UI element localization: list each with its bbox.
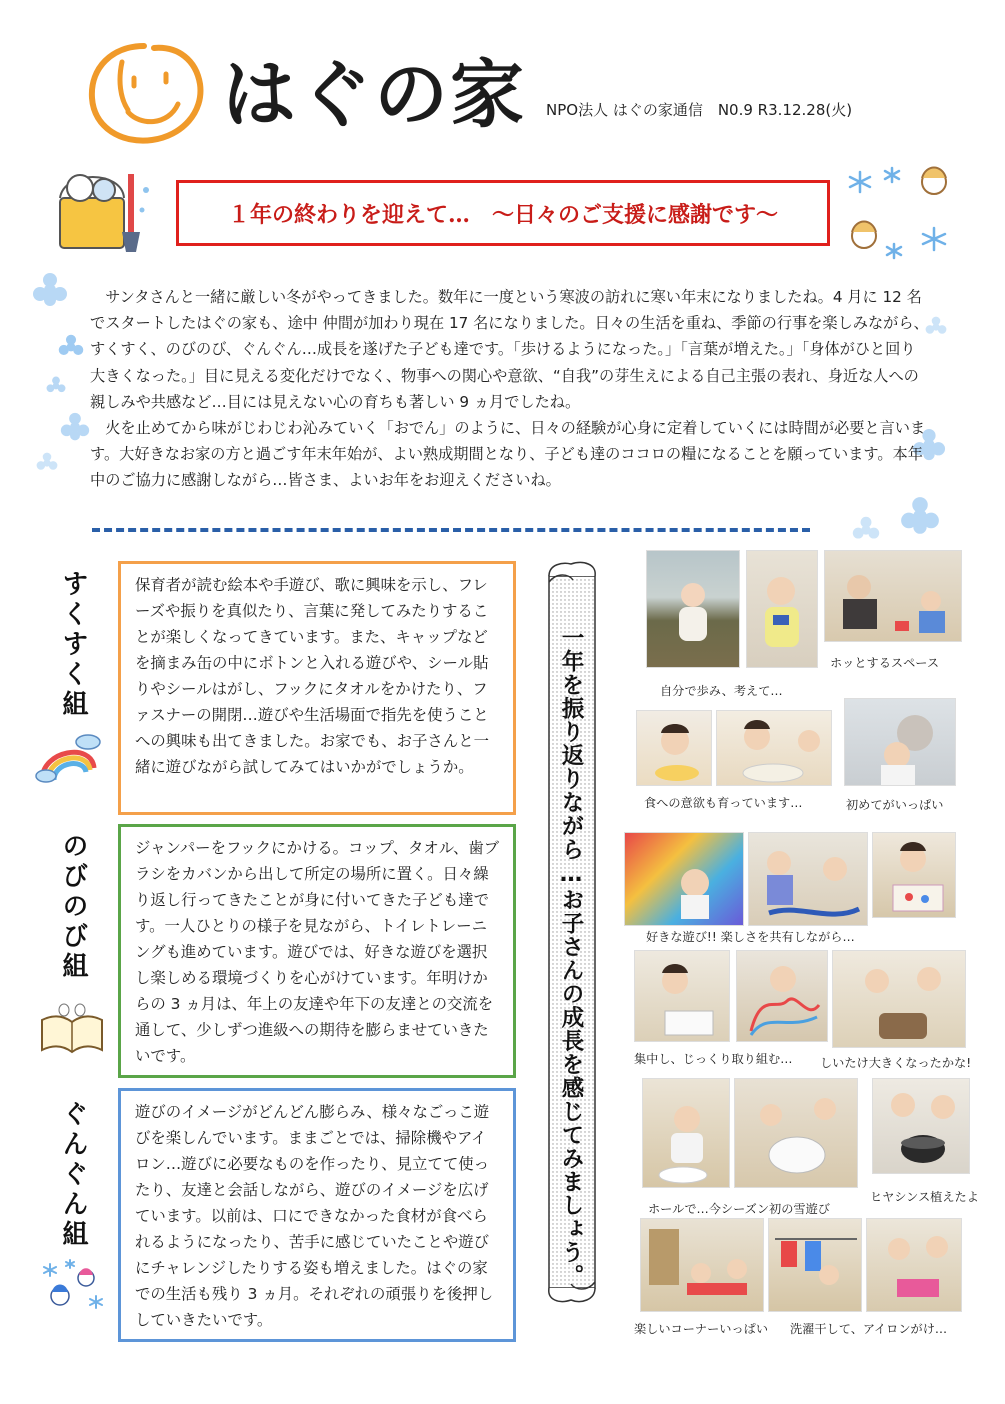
photo-ironing <box>866 1218 962 1312</box>
photo-walking <box>646 550 740 668</box>
snowflake-icon <box>60 412 90 442</box>
photo-bead-maze <box>736 950 828 1042</box>
photo-caption-3: 食への意欲も育っています… <box>644 796 803 810</box>
photo-shiitake <box>832 950 966 1048</box>
group-text-gungun: 遊びのイメージがどんどん膨らみ、様々なごっこ遊びを楽しんでいます。ままごとでは、掃除機やアイロン…遊びに必要なものを作ったり、見立てて使ったり、友達と会話しながら、遊びのイメージを広げています。以前は、口にできなかった食材が食べられるようになったり、苦手に感じていたことや遊びにチャレンジしたりする姿も増えました。はぐの家での生活も残り 3 ヵ月。それぞれの頑張りを後押ししていきたいです。 <box>135 1103 494 1329</box>
photo-eating-2 <box>716 710 832 786</box>
snow-kids-icon <box>838 158 958 270</box>
group-text-sukusuku: 保育者が読む絵本や手遊び、歌に興味を示し、フレーズや振りを真似たり、言葉に発してみたりすることが楽しくなってきています。また、キャップなどを摘まみ缶の中にボトンと入れる遊びや、シール貼りやシールはがし、フックにタオルをかけたり、ファスナーの開閉…遊びや生活場面で指先を使うことへの興味も出てきました。お家でも、お子さんと一緒に遊びながら試してみてはいかがでしょうか。 <box>135 576 489 776</box>
photo-eating-1 <box>636 710 712 786</box>
photo-snow-1 <box>642 1078 730 1188</box>
group-label-sukusuku: すくすく組 <box>58 570 88 720</box>
logo-icon <box>82 38 212 148</box>
photo-space <box>824 550 962 642</box>
group-label-nobinobi: のびのび組 <box>58 832 88 982</box>
snow-children-icon <box>40 1256 108 1322</box>
photo-tunnel <box>624 832 744 926</box>
title-box <box>176 180 830 246</box>
page-title: １年の終わりを迎えて… ～日々のご支援に感謝です～ <box>227 201 778 228</box>
photo-snow-2 <box>734 1078 858 1188</box>
section-divider <box>92 528 810 532</box>
photo-caption-10: 楽しいコーナーいっぱい <box>634 1322 769 1336</box>
snowflake-icon <box>852 516 880 544</box>
photo-caption-1: 自分で歩み、考えて… <box>660 684 783 698</box>
photo-caption-5: 好きな遊び!! 楽しさを共有しながら… <box>646 930 855 944</box>
intro-paragraph-2: 火を止めてから味がじわじわ沁みていく「おでん」のように、日々の経験が心身に定着していくには時間が必要と言います。大好きなお家の方と過ごす年末年始が、よい熟成期間となり、子ども達のココロの糧になることを願っています。本年中のご協力に感謝しながら…皆さま、よいお年をお迎えくださいね。 <box>90 419 926 490</box>
issue-line: NPO法人 はぐの家通信 N0.9 R3.12.28(火) <box>546 101 853 119</box>
photo-caption-11: 洗濯干して、アイロンがけ… <box>790 1322 948 1336</box>
photo-laundry <box>768 1218 862 1312</box>
snowflake-icon <box>36 452 58 474</box>
photo-caption-6: 集中し、じっくり取り組む… <box>634 1052 793 1066</box>
photo-caption-8: ホールで…今シーズン初の雪遊び <box>648 1202 830 1216</box>
photo-hyacinth <box>872 1078 970 1174</box>
photo-caption-9: ヒヤシンス植えたよ <box>870 1190 979 1204</box>
open-book-icon <box>38 998 106 1056</box>
snowflake-icon <box>58 334 84 360</box>
photo-concentrate <box>634 950 730 1042</box>
photo-corner <box>640 1218 764 1312</box>
intro-text <box>90 284 930 494</box>
group-text-nobinobi: ジャンパーをフックにかける。コップ、タオル、歯ブラシをカバンから出して所定の場所に置く。日々繰り返し行ってきたことが身に付いてきた子ども達です。一人ひとりの様子を見ながら、トイレトレーニングも進めています。遊びでは、好きな遊びを選択し楽しめる環境づくりを心がけています。年明けからの 3 ヵ月は、年上の友達や年下の友達との交流を通して、少しずつ進級への期待を膨らませていきたいです。 <box>135 839 500 1065</box>
snowflake-icon <box>46 376 66 396</box>
photo-first-time <box>844 698 956 786</box>
logo-text: はぐの家 <box>222 52 526 138</box>
snowflake-icon <box>900 496 940 536</box>
photo-caption-2: ホッとするスペース <box>830 656 940 670</box>
snow-bucket-icon <box>46 160 156 260</box>
snowflake-icon <box>32 272 68 308</box>
photo-caption-7: しいたけ大きくなったかな! <box>820 1056 972 1070</box>
group-label-gungun: ぐんぐん組 <box>58 1100 88 1250</box>
photo-caption-4: 初めてがいっぱい <box>846 798 944 812</box>
group-box-gungun <box>118 1088 516 1342</box>
rainbow-icon <box>34 728 102 790</box>
photo-puzzle <box>872 832 956 918</box>
group-box-nobinobi <box>118 824 516 1078</box>
intro-paragraph-1: サンタさんと一緒に厳しい冬がやってきました。数年に一度という寒波の訪れに寒い年末になりましたね。4 月に 12 名でスタートしたはぐの家も、途中 仲間が加わり現在 17 名になりました。日々の生活を重ね、季節の行事を楽しみながら、すくすく、のびのび、ぐんぐん…成長を遂げた子ども達です。「歩けるようになった。」「言葉が増えた。」「身体がひと回り大きくなった。」目に見える変化だけでなく、物事への関心や意欲、“自我”の芽生えによる自己主張の表れ、身近な人への親しみや共感など…目には見えない心の育ちも著しい 9 ヵ月でしたね。 <box>90 288 929 411</box>
scroll-text: 一年を振り返りながら…お子さんの成長を感じてみましょう。 <box>558 626 584 1288</box>
photo-train-play <box>748 832 868 926</box>
photo-toy <box>746 550 818 668</box>
group-box-sukusuku <box>118 561 516 815</box>
